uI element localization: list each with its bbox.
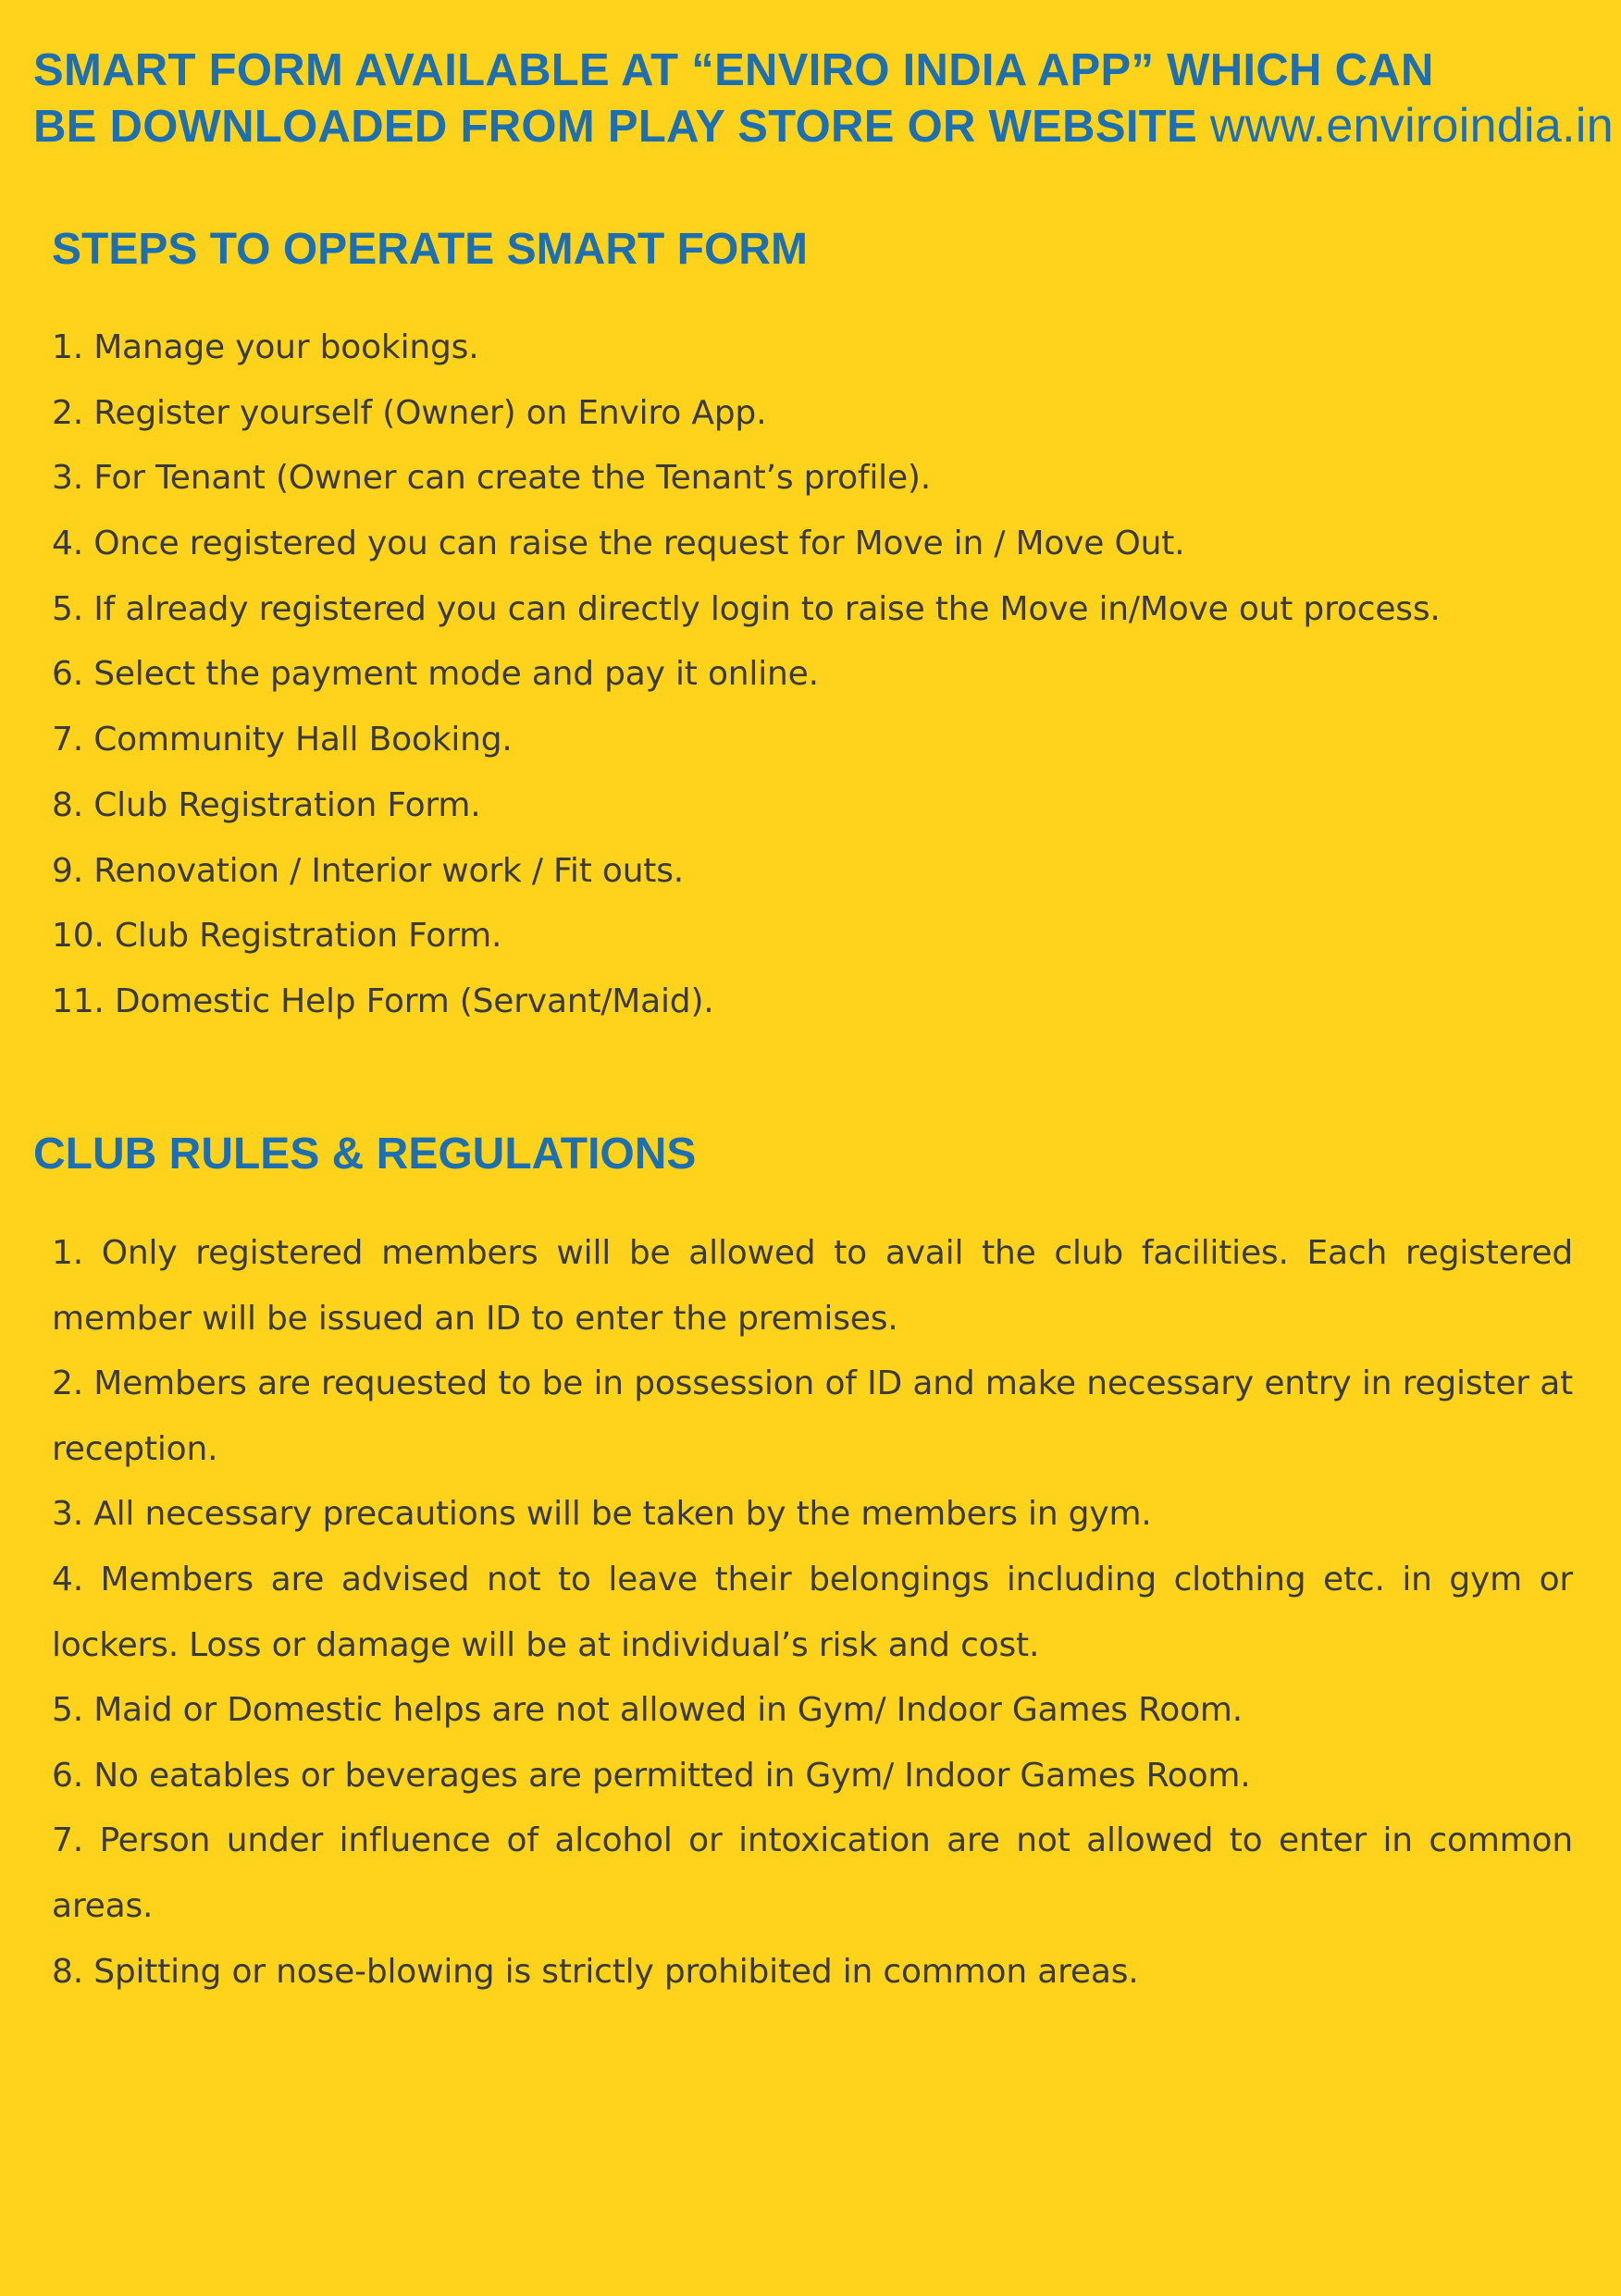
step-item: 11. Domestic Help Form (Servant/Maid). xyxy=(52,981,714,1020)
step-item: 7. Community Hall Booking. xyxy=(52,721,513,759)
rules-list xyxy=(52,1221,1573,2005)
step-item: 2. Register yourself (Owner) on Enviro App. xyxy=(52,393,767,432)
rule-item: 1. Only registered members will be allowed to avail the club facilities. Each registered member will be issued an ID to enter the premises. xyxy=(52,1234,1573,1338)
rule-item: 4. Members are advised not to leave their belongings including clothing etc. in gym or lockers. Loss or damage will be at individual’s risk and cost. xyxy=(52,1560,1573,1664)
step-item: 1. Manage your bookings. xyxy=(52,328,479,366)
banner-line-2-text: BE DOWNLOADED FROM PLAY STORE OR WEBSITE xyxy=(33,102,1197,152)
steps-section-title: STEPS TO OPERATE SMART FORM xyxy=(52,225,808,274)
rule-item: 2. Members are requested to be in possession of ID and make necessary entry in register at reception. xyxy=(52,1364,1573,1468)
rule-item: 7. Person under influence of alcohol or intoxication are not allowed to enter in common areas. xyxy=(52,1821,1573,1925)
rule-item: 5. Maid or Domestic helps are not allowed in Gym/ Indoor Games Room. xyxy=(52,1691,1244,1730)
app-availability-banner xyxy=(33,43,1614,154)
step-item: 9. Renovation / Interior work / Fit outs. xyxy=(52,851,685,890)
website-url: www.enviroindia.in xyxy=(1209,99,1614,153)
step-item: 4. Once registered you can raise the request for Move in / Move Out. xyxy=(52,525,1185,563)
banner-line-1: SMART FORM AVAILABLE AT “ENVIRO INDIA APP” WHICH CAN xyxy=(33,45,1434,95)
step-item: 5. If already registered you can directly login to raise the Move in/Move out process. xyxy=(52,589,1441,628)
rules-section-title: CLUB RULES & REGULATIONS xyxy=(33,1129,697,1179)
steps-list xyxy=(52,319,1606,1039)
step-item: 8. Club Registration Form. xyxy=(52,785,481,824)
step-item: 6. Select the payment mode and pay it online. xyxy=(52,655,819,694)
step-item: 3. For Tenant (Owner can create the Tenant’s profile). xyxy=(52,459,932,498)
rule-item: 6. No eatables or beverages are permitted in Gym/ Indoor Games Room. xyxy=(52,1756,1251,1795)
rule-item: 3. All necessary precautions will be taken by the members in gym. xyxy=(52,1495,1152,1534)
banner-line-2 xyxy=(33,98,1614,154)
step-item: 10. Club Registration Form. xyxy=(52,917,502,956)
rule-item: 8. Spitting or nose-blowing is strictly prohibited in common areas. xyxy=(52,1952,1139,1991)
